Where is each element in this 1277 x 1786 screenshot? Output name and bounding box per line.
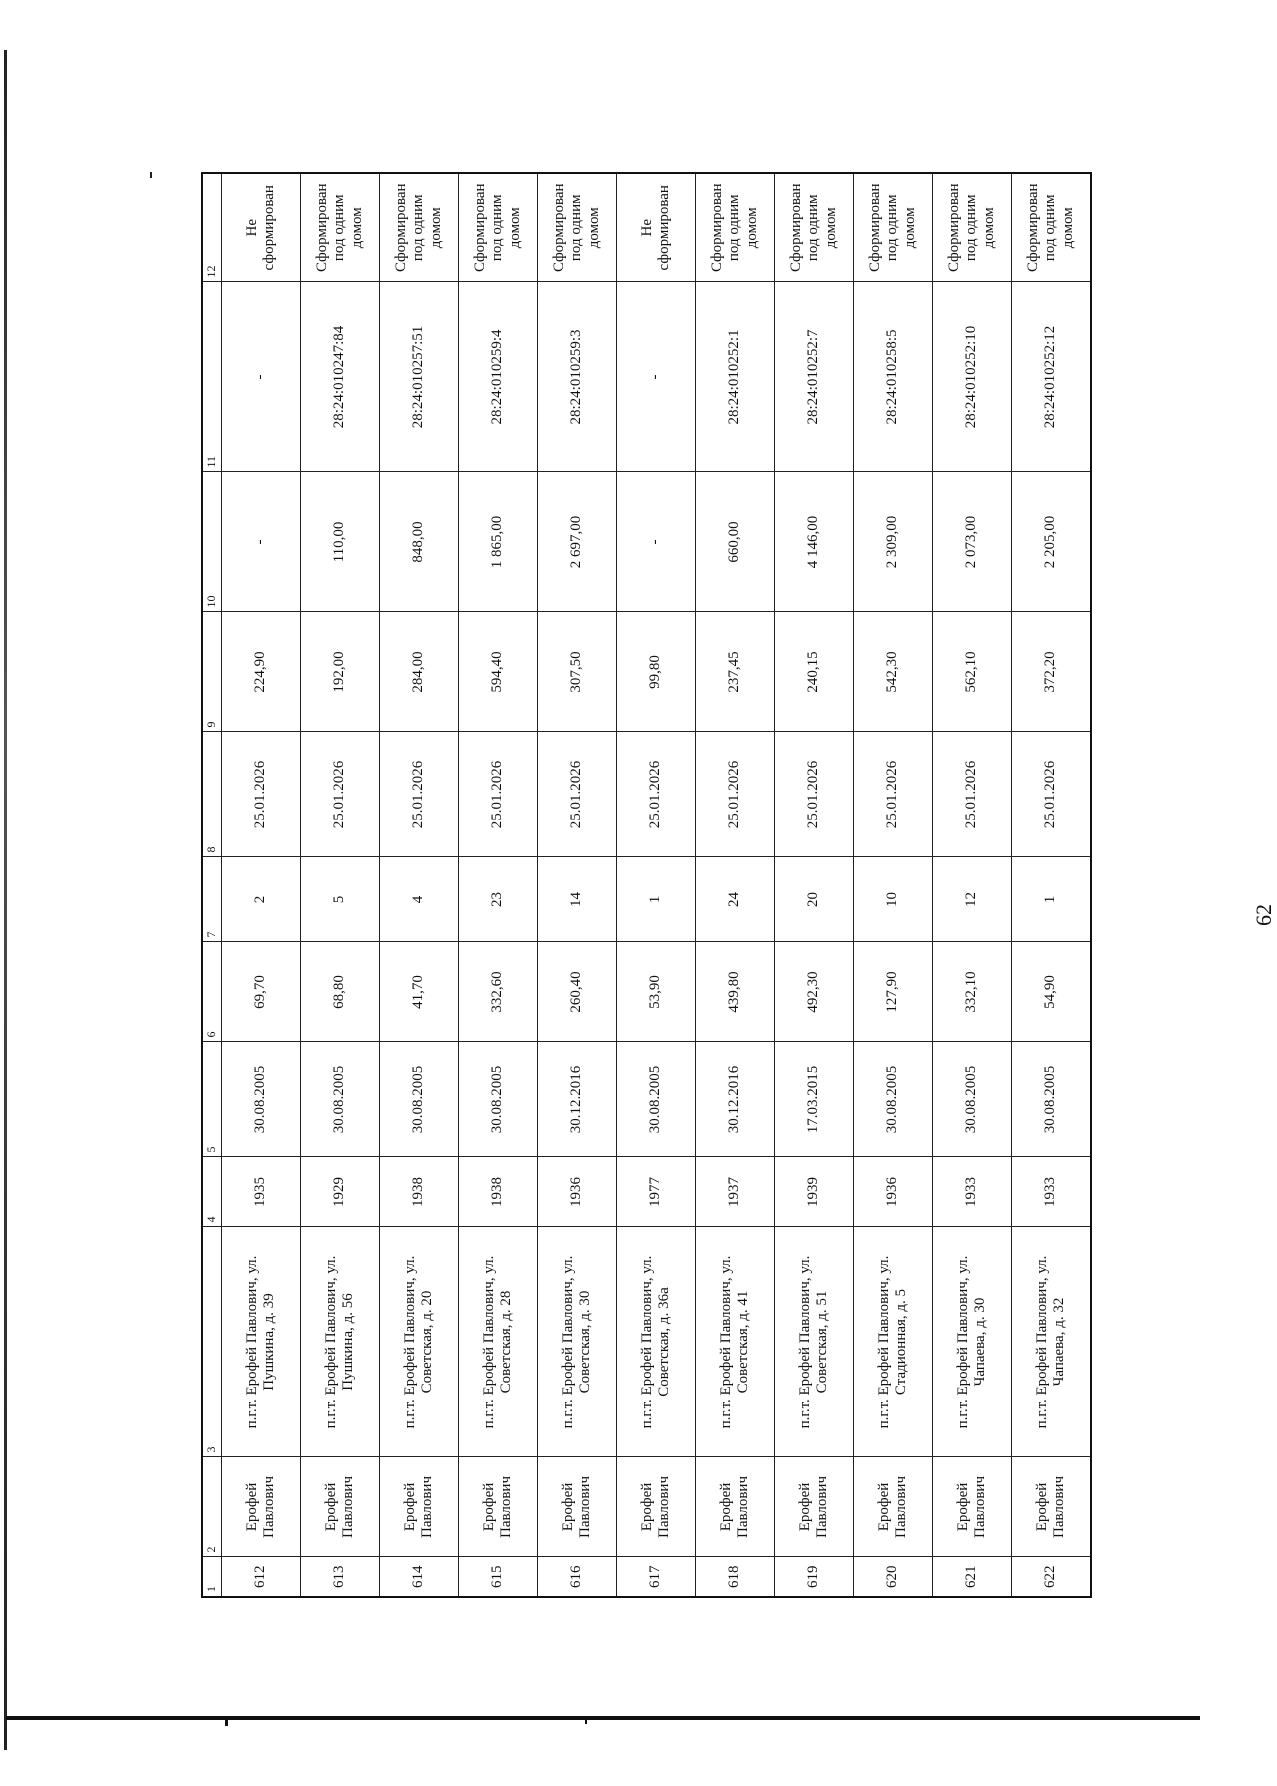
cell-cadastral-number: - [222,282,301,472]
cell-land-area: 110,00 [301,472,380,612]
cell-area: 492,30 [775,942,854,1042]
cell-settlement: Ерофей Павлович [301,1457,380,1557]
column-number-4: 4 [202,1157,222,1227]
column-number-12: 12 [202,173,222,282]
cell-address: п.г.т. Ерофей Павлович, ул. Чапаева, д. 32 [1012,1227,1092,1457]
column-number-9: 9 [202,612,222,732]
cell-area: 439,80 [696,942,775,1042]
cell-land-area: - [617,472,696,612]
cell-area-total: 562,10 [933,612,1012,732]
cell-address: п.г.т. Ерофей Павлович, ул. Советская, д. 51 [775,1227,854,1457]
rotated-page-content [201,174,1276,1598]
cell-area-total: 284,00 [380,612,459,732]
cell-land-status: Сформирован под одним домом [459,173,538,282]
column-number-2: 2 [202,1457,222,1557]
cell-address: п.г.т. Ерофей Павлович, ул. Советская, д. 20 [380,1227,459,1457]
cell-area-total: 542,30 [854,612,933,732]
table-row [380,173,459,1597]
cell-address: п.г.т. Ерофей Павлович, ул. Пушкина, д. 39 [222,1227,301,1457]
cell-date-planned: 25.01.2026 [538,732,617,857]
cell-year-built: 1937 [696,1157,775,1227]
cell-row-number: 618 [696,1557,775,1597]
cell-settlement: Ерофей Павлович [459,1457,538,1557]
cell-residents: 1 [617,857,696,942]
housing-registry-table [201,172,1092,1598]
cell-date: 30.08.2005 [301,1042,380,1157]
cell-year-built: 1935 [222,1157,301,1227]
cell-row-number: 615 [459,1557,538,1597]
column-number-5: 5 [202,1042,222,1157]
column-number-3: 3 [202,1227,222,1457]
cell-settlement: Ерофей Павлович [222,1457,301,1557]
cell-land-area: - [222,472,301,612]
cell-date: 30.08.2005 [617,1042,696,1157]
cell-land-area: 2 205,00 [1012,472,1092,612]
cell-area: 332,10 [933,942,1012,1042]
cell-settlement: Ерофей Павлович [380,1457,459,1557]
cell-area: 260,40 [538,942,617,1042]
cell-land-area: 4 146,00 [775,472,854,612]
page-number: 62 [1251,904,1276,926]
cell-land-status: Не сформирован [617,173,696,282]
cell-area: 54,90 [1012,942,1092,1042]
cell-year-built: 1933 [1012,1157,1092,1227]
cell-date-planned: 25.01.2026 [301,732,380,857]
cell-date-planned: 25.01.2026 [854,732,933,857]
cell-residents: 23 [459,857,538,942]
cell-area: 127,90 [854,942,933,1042]
table-row [1012,173,1092,1597]
cell-land-area: 660,00 [696,472,775,612]
cell-cadastral-number: 28:24:010252:10 [933,282,1012,472]
table-row [933,173,1012,1597]
cell-address: п.г.т. Ерофей Павлович, ул. Советская, д. 36а [617,1227,696,1457]
cell-date-planned: 25.01.2026 [617,732,696,857]
cell-area: 41,70 [380,942,459,1042]
cell-row-number: 614 [380,1557,459,1597]
cell-land-status: Сформирован под одним домом [775,173,854,282]
cell-address: п.г.т. Ерофей Павлович, ул. Советская, д. 30 [538,1227,617,1457]
cell-date: 30.12.2016 [696,1042,775,1157]
cell-area: 332,60 [459,942,538,1042]
cell-land-area: 848,00 [380,472,459,612]
cell-date: 30.08.2005 [1012,1042,1092,1157]
table-body [222,173,1092,1597]
cell-date: 30.08.2005 [854,1042,933,1157]
cell-date: 17.03.2015 [775,1042,854,1157]
cell-date-planned: 25.01.2026 [1012,732,1092,857]
cell-date-planned: 25.01.2026 [459,732,538,857]
cell-settlement: Ерофей Павлович [1012,1457,1092,1557]
cell-land-area: 2 697,00 [538,472,617,612]
cell-row-number: 616 [538,1557,617,1597]
cell-year-built: 1977 [617,1157,696,1227]
cell-cadastral-number: 28:24:010259:3 [538,282,617,472]
cell-area-total: 237,45 [696,612,775,732]
cell-date-planned: 25.01.2026 [380,732,459,857]
scan-speck [150,172,152,178]
cell-cadastral-number: 28:24:010252:12 [1012,282,1092,472]
cell-area-total: 192,00 [301,612,380,732]
cell-date-planned: 25.01.2026 [933,732,1012,857]
cell-cadastral-number: - [617,282,696,472]
cell-address: п.г.т. Ерофей Павлович, ул. Стадионная, д. 5 [854,1227,933,1457]
cell-area: 69,70 [222,942,301,1042]
column-number-6: 6 [202,942,222,1042]
scan-mark [585,1716,587,1724]
cell-land-status: Сформирован под одним домом [538,173,617,282]
cell-settlement: Ерофей Павлович [933,1457,1012,1557]
cell-residents: 12 [933,857,1012,942]
scan-left-edge [4,50,7,1750]
cell-cadastral-number: 28:24:010252:1 [696,282,775,472]
cell-area: 53,90 [617,942,696,1042]
table-row [301,173,380,1597]
cell-row-number: 621 [933,1557,1012,1597]
table-row [222,173,301,1597]
cell-land-status: Сформирован под одним домом [380,173,459,282]
cell-land-status: Сформирован под одним домом [933,173,1012,282]
cell-year-built: 1936 [538,1157,617,1227]
cell-settlement: Ерофей Павлович [775,1457,854,1557]
cell-land-status: Не сформирован [222,173,301,282]
cell-cadastral-number: 28:24:010252:7 [775,282,854,472]
cell-cadastral-number: 28:24:010259:4 [459,282,538,472]
table-row [459,173,538,1597]
cell-address: п.г.т. Ерофей Павлович, ул. Чапаева, д. 30 [933,1227,1012,1457]
cell-year-built: 1939 [775,1157,854,1227]
cell-row-number: 613 [301,1557,380,1597]
cell-year-built: 1938 [380,1157,459,1227]
cell-year-built: 1929 [301,1157,380,1227]
cell-area-total: 224,90 [222,612,301,732]
cell-date: 30.08.2005 [222,1042,301,1157]
table-row [617,173,696,1597]
column-number-row [202,173,222,1597]
cell-address: п.г.т. Ерофей Павлович, ул. Пушкина, д. 56 [301,1227,380,1457]
cell-cadastral-number: 28:24:010257:51 [380,282,459,472]
cell-cadastral-number: 28:24:010247:84 [301,282,380,472]
cell-land-area: 2 073,00 [933,472,1012,612]
cell-land-status: Сформирован под одним домом [1012,173,1092,282]
cell-land-status: Сформирован под одним домом [301,173,380,282]
cell-residents: 4 [380,857,459,942]
column-number-8: 8 [202,732,222,857]
cell-cadastral-number: 28:24:010258:5 [854,282,933,472]
cell-area-total: 372,20 [1012,612,1092,732]
cell-land-area: 1 865,00 [459,472,538,612]
cell-year-built: 1938 [459,1157,538,1227]
cell-residents: 2 [222,857,301,942]
cell-residents: 14 [538,857,617,942]
cell-settlement: Ерофей Павлович [696,1457,775,1557]
cell-address: п.г.т. Ерофей Павлович, ул. Советская, д. 41 [696,1227,775,1457]
cell-address: п.г.т. Ерофей Павлович, ул. Советская, д. 28 [459,1227,538,1457]
cell-area-total: 240,15 [775,612,854,732]
cell-area-total: 99,80 [617,612,696,732]
scan-mark [225,1716,228,1726]
table-row [696,173,775,1597]
cell-row-number: 620 [854,1557,933,1597]
scan-bottom-edge [6,1716,1200,1720]
cell-land-status: Сформирован под одним домом [696,173,775,282]
cell-residents: 20 [775,857,854,942]
cell-residents: 5 [301,857,380,942]
column-number-1: 1 [202,1557,222,1597]
cell-area-total: 594,40 [459,612,538,732]
cell-area-total: 307,50 [538,612,617,732]
cell-date-planned: 25.01.2026 [222,732,301,857]
cell-row-number: 622 [1012,1557,1092,1597]
table-row [538,173,617,1597]
cell-residents: 24 [696,857,775,942]
cell-date: 30.08.2005 [380,1042,459,1157]
column-number-7: 7 [202,857,222,942]
cell-row-number: 612 [222,1557,301,1597]
cell-settlement: Ерофей Павлович [538,1457,617,1557]
cell-land-status: Сформирован под одним домом [854,173,933,282]
cell-date: 30.08.2005 [459,1042,538,1157]
cell-year-built: 1933 [933,1157,1012,1227]
cell-settlement: Ерофей Павлович [854,1457,933,1557]
cell-residents: 1 [1012,857,1092,942]
cell-settlement: Ерофей Павлович [617,1457,696,1557]
cell-row-number: 619 [775,1557,854,1597]
cell-year-built: 1936 [854,1157,933,1227]
cell-residents: 10 [854,857,933,942]
cell-row-number: 617 [617,1557,696,1597]
table-row [775,173,854,1597]
cell-date-planned: 25.01.2026 [775,732,854,857]
column-number-11: 11 [202,282,222,472]
column-number-10: 10 [202,472,222,612]
cell-date: 30.08.2005 [933,1042,1012,1157]
cell-area: 68,80 [301,942,380,1042]
table-row [854,173,933,1597]
cell-date: 30.12.2016 [538,1042,617,1157]
cell-land-area: 2 309,00 [854,472,933,612]
cell-date-planned: 25.01.2026 [696,732,775,857]
